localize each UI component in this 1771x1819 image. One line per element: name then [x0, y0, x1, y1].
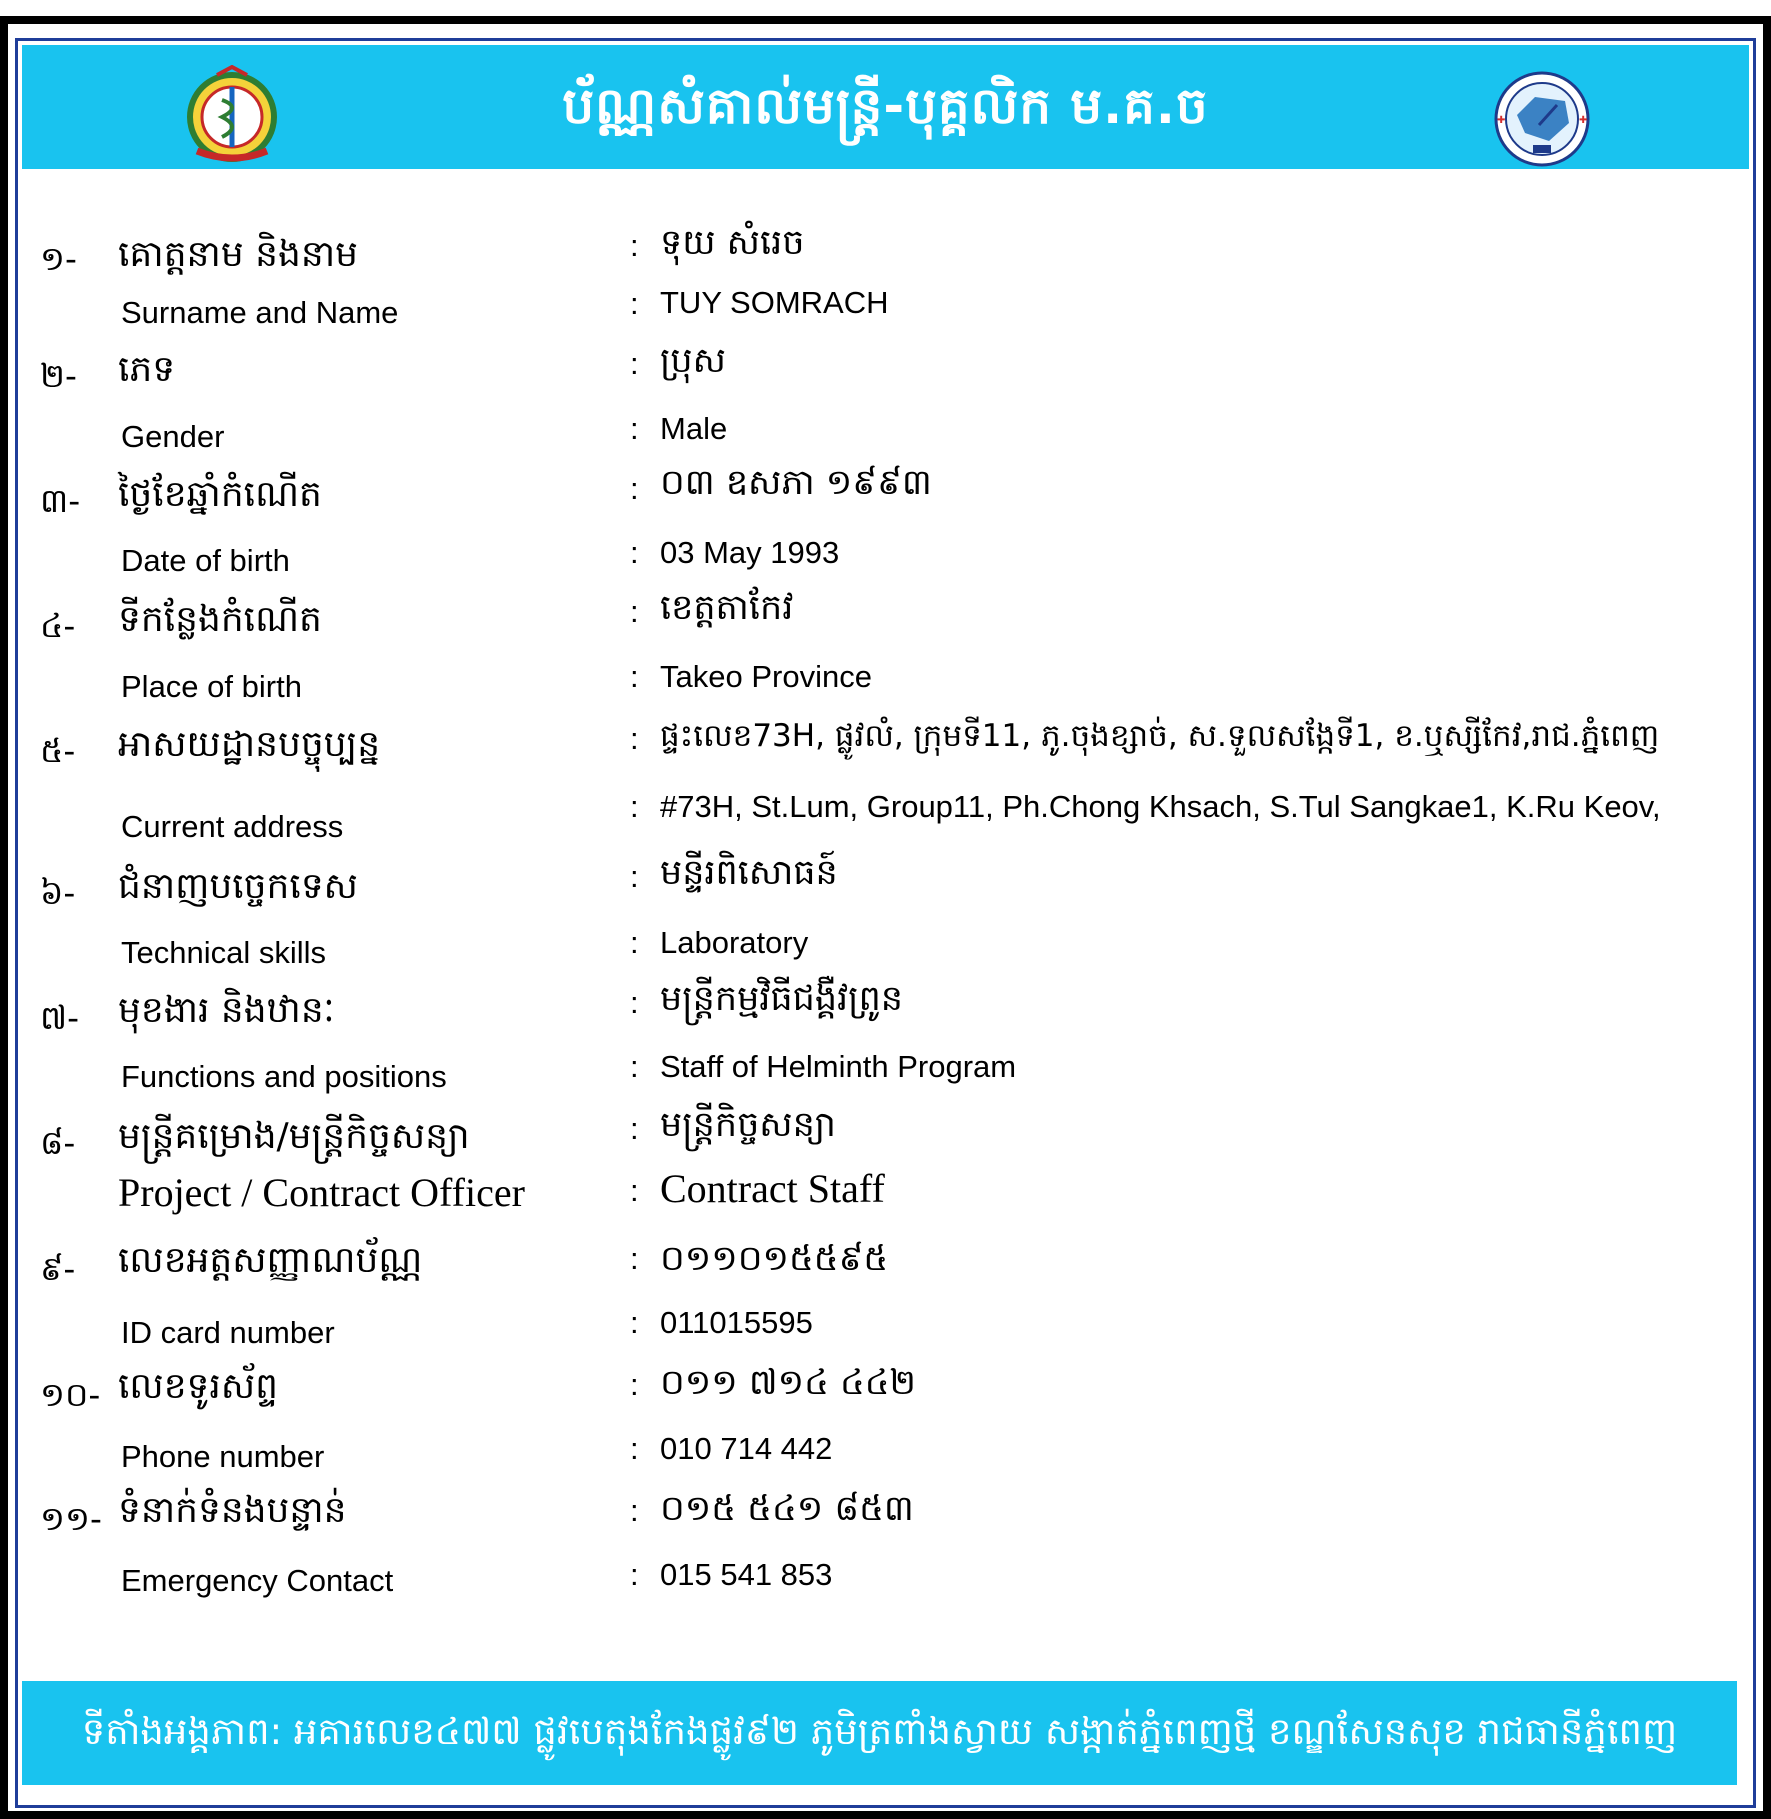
cnm-logo-icon [1487, 67, 1597, 171]
colon: : [630, 411, 639, 446]
field-value-en: 03 May 1993 [660, 535, 840, 570]
colon: : [630, 789, 639, 824]
field-label-kh: ភេទ [118, 349, 176, 390]
field-label-kh: មុខងារ និងឋានៈ [118, 990, 335, 1031]
field-label-kh: មន្ត្រីគម្រោង/មន្ត្រីកិច្ចសន្យា [118, 1116, 470, 1157]
colon: : [630, 471, 639, 506]
field-label-en: Surname and Name [121, 295, 399, 330]
colon: : [630, 1557, 639, 1592]
field-value-en: TUY SOMRACH [660, 285, 889, 320]
colon: : [630, 1241, 639, 1276]
field-number: ៤- [40, 606, 76, 645]
field-value-en: 011015595 [660, 1305, 813, 1340]
card-footer [22, 1681, 1737, 1785]
field-label-en: Phone number [121, 1439, 325, 1474]
colon: : [630, 346, 639, 381]
colon: : [630, 1111, 639, 1146]
field-value-kh: ប្រុស [660, 341, 726, 381]
colon: : [630, 925, 639, 960]
field-label-kh: លេខអត្តសញ្ញាណប័ណ្ណ [118, 1240, 423, 1281]
card-inner-frame [15, 38, 1756, 1808]
colon: : [630, 1173, 639, 1208]
field-number: ១១- [40, 1499, 102, 1538]
field-label-kh: ជំនាញបច្ចេកទេស [118, 866, 358, 907]
colon: : [630, 228, 639, 263]
colon: : [630, 985, 639, 1020]
field-label-en: Place of birth [121, 669, 302, 704]
colon: : [630, 1431, 639, 1466]
card-title: ប័ណ្ណសំគាល់មន្ត្រី-បុគ្គលិក ម.គ.ច [562, 77, 1209, 135]
field-label-en: Gender [121, 419, 225, 454]
field-label-kh: អាសយដ្ឋានបច្ចុប្បន្ន [118, 724, 381, 765]
colon: : [630, 859, 639, 894]
colon: : [630, 594, 639, 629]
svg-text:✚: ✚ [1579, 115, 1588, 126]
field-value-kh: ផ្ទះលេខ73H, ផ្លូវលំ, ក្រុមទី11, ភូ.ចុងខ្សាច់, ស.ទួលសង្កែទី1, ខ.ឬស្សីកែវ,រាជ.ភ្នំពេញ [660, 718, 1660, 754]
field-number: ៧- [40, 998, 79, 1037]
field-label-kh: គោត្តនាម និងនាម [118, 234, 358, 275]
office-address: ទីតាំងអង្គភាព: អគារលេខ៤៧៧ ផ្លូវបេតុងកែងផ្លូវ៩២ ភូមិត្រពាំងស្វាយ សង្កាត់ភ្នំពេញថ្មី ខណ្ឌសែនសុខ រាជធានីភ្នំពេញ [81, 1710, 1678, 1753]
colon: : [630, 286, 639, 321]
field-label-en: Current address [121, 809, 344, 844]
field-number: ៥- [40, 731, 76, 770]
field-value-en: Takeo Province [660, 659, 872, 694]
field-value-kh: ០១១០១៥៥៩៥ [660, 1239, 889, 1279]
field-label-kh: ទំនាក់ទំនងបន្ទាន់ [118, 1490, 347, 1531]
colon: : [630, 1049, 639, 1084]
field-label-kh: លេខទូរស័ព្ទ [118, 1366, 278, 1407]
field-value-kh: មន្ត្រីកិច្ចសន្យា [660, 1105, 836, 1145]
field-value-kh: ខេត្តតាកែវ [660, 588, 794, 628]
field-number: ៦- [40, 873, 76, 912]
colon: : [630, 721, 639, 756]
colon: : [630, 535, 639, 570]
field-value-en: 010 714 442 [660, 1431, 833, 1466]
field-value-en: 015 541 853 [660, 1557, 833, 1592]
field-number: ១- [40, 239, 77, 278]
card-header [22, 45, 1749, 169]
field-value-kh: ០១៥ ៥៤១ ៨៥៣ [660, 1489, 914, 1529]
field-value-en: Contract Staff [660, 1166, 885, 1211]
colon: : [630, 1367, 639, 1402]
field-value-en: Staff of Helminth Program [660, 1049, 1017, 1084]
field-number: ២- [40, 356, 77, 395]
field-value-en: Laboratory [660, 925, 809, 960]
colon: : [630, 1493, 639, 1528]
field-label-en: ID card number [121, 1315, 335, 1350]
field-value-en: Male [660, 411, 728, 446]
field-number: ១០- [40, 1375, 101, 1414]
colon: : [630, 1305, 639, 1340]
field-value-kh: មន្ទីរពិសោធន៍ [660, 853, 838, 893]
field-number: ៣- [40, 481, 81, 520]
field-label-en: Technical skills [121, 935, 327, 970]
field-value-en: #73H, St.Lum, Group11, Ph.Chong Khsach, S.Tul Sangkae1, K.Ru Keov, [660, 789, 1661, 824]
field-value-kh: ០១១ ៧១៤ ៤៤២ [660, 1363, 917, 1403]
field-value-kh: ទុយ សំរេច [660, 223, 805, 263]
field-number: ៨- [40, 1123, 76, 1162]
svg-text:✚: ✚ [1497, 115, 1506, 126]
colon: : [630, 659, 639, 694]
card-outer-frame [0, 16, 1771, 1819]
field-label-kh: ថ្ងៃខែឆ្នាំកំណើត [118, 474, 322, 515]
field-value-kh: មន្ត្រីកម្មវិធីជង្គឺវព្រូន [660, 979, 904, 1019]
field-label-kh: ទីកន្លែងកំណើត [118, 599, 322, 640]
field-label-en: Functions and positions [121, 1059, 447, 1094]
field-label-en: Project / Contract Officer [118, 1170, 525, 1215]
field-label-en: Date of birth [121, 543, 290, 578]
field-number: ៩- [40, 1249, 76, 1288]
field-label-en: Emergency Contact [121, 1563, 394, 1598]
field-value-kh: ០៣ ឧសភា ១៩៩៣ [660, 463, 932, 503]
